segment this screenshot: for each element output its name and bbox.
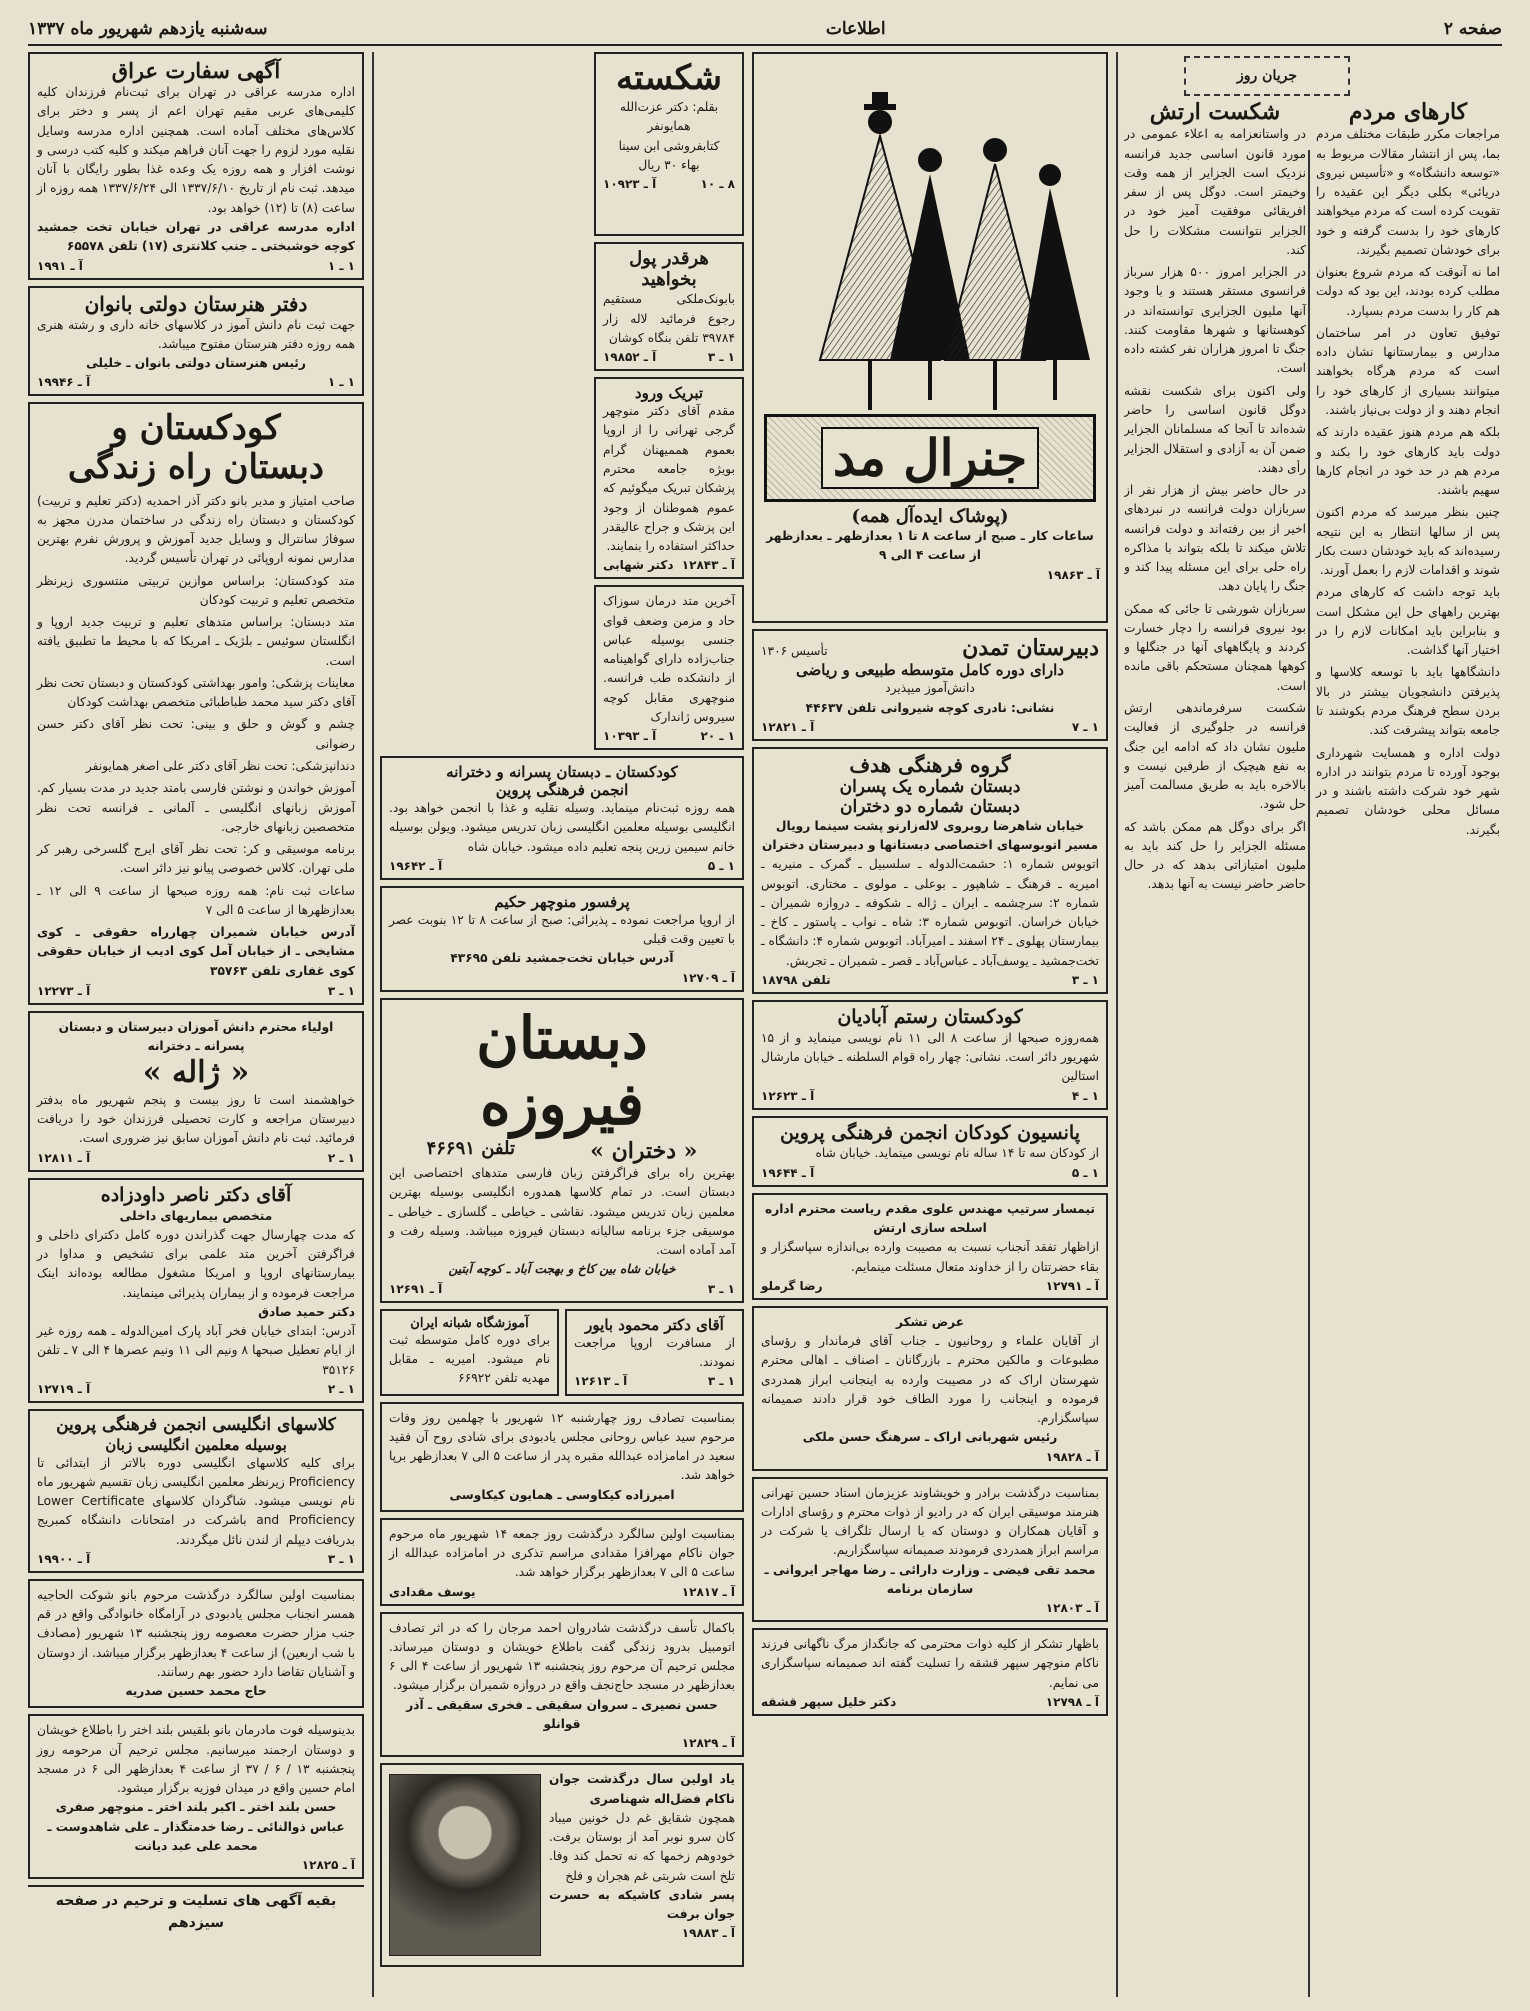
notice-body: بمناسبت تصادف روز چهارشنبه ۱۲ شهریور با چهلمین روز وفات مرحوم سید عباس روحانی مجلس یادبودی برای شادی روح آن فقید سعید در امامزاده عبدالله مقبره پدر از ساعت ۵ الی ۷ بعدازظهر برپا خواهد شد. — [389, 1410, 735, 1483]
firouzeh-title: دبستان فیروزه — [476, 1003, 648, 1139]
art-school-body: جهت ثبت نام دانش آموز در کلاسهای خانه داری و رشته هنری همه روزه دفتر هنرستان مفتوح میباشد. — [37, 317, 355, 351]
founded-year: تأسیس ۱۳۰۶ — [761, 644, 828, 658]
hadaf-ad — [752, 747, 1108, 994]
ad-reference: آ ـ ۱۲۷۰۹ — [681, 970, 735, 985]
firouzeh-ad — [380, 998, 744, 1303]
notice-signature: یوسف مقدادی — [389, 1584, 476, 1599]
art-school-signature: رئیس هنرستان دولتی بانوان ـ خلیلی — [86, 356, 306, 371]
ad-reference: آ ـ ۱۲۶۱۳ — [574, 1374, 628, 1389]
store-hours: ساعات کار ـ صبح از ساعت ۸ تا ۱ بعدازظهر ـ بعدازظهر از ساعت ۴ الی ۹ — [766, 529, 1094, 563]
hadaf-routes: اتوبوس شماره ۱: حشمت‌الدوله ـ سلسبیل ـ گمرک ـ منیریه ـ امیریه ـ فرهنگ ـ شاهپور ـ بوعلی ـ مولوی ـ مختاری. اتوبوس شماره ۲: سرچشمه ـ ایران ـ ژاله ـ شکوفه ـ دروازه شمیران ـ خیابان خراسان. اتوبوس شماره ۳: شاه ـ نواب ـ پاستور ـ کاخ ـ بیمارستان پهلوی ـ ۲۴ اسفند ـ امیرآباد. اتوبوس شماره ۴: دانشگاه ـ تخت‌جمشید ـ یوسف‌آباد ـ عباس‌آباد ـ قصر ـ شمیران ـ تجریش. — [761, 857, 1099, 968]
tamaddon-body2: دانش‌آموز میپذیرد — [885, 681, 975, 696]
thanks-body: بمناسبت درگذشت برادر و خویشاوند عزیزمان استاد حسین تهرانی هنرمند موسیقی ایران که در رادیو از ذوات محترم و رؤسای ادارات و آقایان همکاران و دوستان که با ارسال تلگراف یا شرکت در مراسم ابراز همدردی فرمودند صمیمانه سپاسگزاریم. — [761, 1485, 1099, 1558]
paragraph: در حال حاضر بیش از هزار نفر از سربازان دولت فرانسه در نبردهای اخیر از بین رفته‌اند و دولت فرانسه تلاش میکند تا بلکه بتواند با مذاکره راه حلی برای این مسئله پیدا کند و جنگ را پایان دهد. — [1124, 483, 1306, 594]
figure-4 — [1020, 164, 1090, 360]
rah-zendegi-ad — [28, 402, 364, 1005]
hakim-body: از اروپا مراجعت نموده ـ پذیرائی: صبح از ساعت ۸ تا ۱۲ بنوبت عصر با تعیین وقت قبلی — [389, 912, 736, 947]
ad-reference: آ ـ ۱۹۸۲۸ — [1045, 1449, 1099, 1464]
issue-date: سه‌شنبه یازدهم شهریور ماه ۱۳۳۷ — [28, 19, 268, 39]
thanks-title: تیمسار سرتیپ مهندس علوی مقدم ریاست محترم اداره اسلحه سازی ارتش — [765, 1201, 1095, 1235]
english-title: کلاسهای انگلیسی انجمن فرهنگی پروین — [56, 1414, 336, 1435]
bank-ad — [594, 242, 744, 371]
paragraph: اما نه آنوقت که مردم شروع بعنوان مطلب کرده بودند، این بود که دولت هم کار را بدست مردم بسپارد. — [1316, 265, 1500, 318]
page-header — [28, 14, 1502, 46]
ad-reference: آ ـ ۱۹۹۰۰ — [37, 1551, 91, 1566]
notice-signature: حاج محمد حسین صدریه — [125, 1684, 267, 1699]
ad-reference: آ ـ ۱۹۶۴۲ — [389, 858, 443, 873]
ad-reference: آ ـ ۱۲۸۰۳ — [1045, 1601, 1099, 1616]
doctor-signature: دکتر حمید صادق — [258, 1304, 355, 1319]
newspaper-name: اطلاعات — [825, 19, 886, 39]
ad-reference: آ ـ ۱۲۸۴۳ — [681, 558, 735, 573]
notice-body: بمناسبت اولین سالگرد درگذشت روز جمعه ۱۴ شهریور ماه مرحوم جوان ناکام مهرافزا مقدادی مراسم تذکری در امامزاده عبدالله از ساعت ۵ الی ۷ بعدازظهر برگزار خواهد شد. — [389, 1526, 735, 1580]
rah-section: ساعات ثبت نام: همه روزه صبحها از ساعت ۹ الی ۱۲ ـ بعدازظهرها از ساعت ۵ الی ۷ — [37, 883, 355, 917]
ad-reference: آ ـ ۱۲۸۲۵ — [301, 1858, 355, 1873]
night-school-body: برای دوره کامل متوسطه ثبت نام میشود. امیریه ـ مقابل مهدیه تلفن ۶۶۹۲۲ — [389, 1332, 550, 1386]
remedy-ad — [594, 585, 744, 750]
remedy-body: آخرین متد درمان سوزاک حاد و مزمن وضعف قوای جنسی بوسیله عباس جناب‌زاده دارای گواهینامه از دانشکده طب فرانسه. منوچهری مقابل کوچه سیروس ژاندارک — [603, 594, 735, 724]
anniversary-notice — [380, 1763, 744, 1967]
davoudzadeh-ad — [28, 1178, 364, 1403]
tamaddon-title: دبیرستان تمدن — [962, 635, 1099, 661]
doctor-address: آدرس: ابتدای خیابان فخر آباد پارک امین‌الدوله ـ همه روزه غیر از ایام تعطیل صبحها ۸ ونیم الی ۱۱ ونیم عصرها ۴ الی ۷ ـ تلفن ۳۵۱۲۶ — [37, 1324, 355, 1377]
bayour-ad — [565, 1309, 744, 1396]
tamaddon-address: نشانی: نادری کوچه شیروانی تلفن ۴۴۶۳۷ — [805, 700, 1055, 715]
ad-reference: ۱ ـ ۳ — [327, 1551, 355, 1566]
tamaddon-body: دارای دوره کامل متوسطه طبیعی و ریاضی — [796, 661, 1064, 680]
hakim-address: آدرس خیابان تخت‌جمشید تلفن ۴۳۶۹۵ — [450, 951, 674, 966]
hakim-title: پرفسور منوچهر حکیم — [494, 892, 630, 911]
pension-body: از کودکان سه تا ۱۴ ساله نام نویسی مینماید. خیابان شاه — [815, 1146, 1099, 1161]
thanks-body: ازاظهار تفقد آنجناب نسبت به مصیبت وارده بی‌اندازه سپاسگزار و بقاء حضرتتان را از خداوند متعال مسئلت مینمایم. — [761, 1240, 1099, 1274]
hadaf-line2: دبستان شماره دو دختران — [840, 796, 1020, 817]
left-notice-1 — [28, 1579, 364, 1709]
ad-reference: آ ـ ۱۹۸۶۳ — [1046, 567, 1100, 582]
rah-section: آموزش خواندن و نوشتن فارسی بامتد جدید در مدت بسیار کم. آموزش زبانهای انگلیسی ـ آلمانی ـ فرانسه تحت نظر متخصصین زبانهای خارجی. — [37, 781, 355, 834]
people-work-title: کارهای مردم — [1348, 99, 1468, 125]
anniversary-poem: همچون شقایق غم دل خونین میباد کان سرو نوبر آمد از بوستان برفت. خودوهم زخمها که نه تحمل کند وفا. تلخ است شربتی غم هجران و فلخ — [549, 1810, 735, 1883]
paragraph: ولی اکنون برای شکست نقشه دوگل قانون اساسی را حاضر شده‌اند تا آنجا که مسلمانان الجزایر ضمن آن به آزادی و استقلال الجزایر رأی دهند. — [1124, 383, 1306, 475]
continuation-note: بقیه آگهی های تسلیت و ترحیم در صفحه سیزدهم — [28, 1885, 364, 1934]
rah-section: برنامه موسیقی و کر: تحت نظر آقای ایرج گلسرخی رهبر کر ملی تهران. کلاس خصوصی پیانو نیز دائر است. — [37, 842, 355, 876]
hadaf-line1: دبستان شماره یک پسران — [839, 776, 1021, 797]
ad-reference: آ ـ ۱۹۶۴۴ — [761, 1165, 815, 1180]
paragraph: در واستانعزامه به اعلاء عمومی در مورد قانون اساسی جدید فرانسه نزدیک است الجزایر از همه وقت وخیمتر است. دوگل پس از سفر افریقائی موفقیت آمیز خود در الجزایر نتوانست مشکلات را حل کند. — [1124, 127, 1306, 257]
people-work-column — [1316, 100, 1500, 1980]
rah-intro: صاحب امتیاز و مدیر بانو دکتر آذر احمدیه (دکتر تعلیم و تربیت) کودکستان و دبستان راه زندگی در ساختمان مدرن مجهز به سوفاژ سانترال و وسایل جدید آموزش و پرورش نفرم بهترین مدارس نمونه اروپائی در تهران تأسیس گردید. — [37, 493, 355, 566]
zhaleh-title: « ژاله » — [142, 1055, 250, 1091]
fashion-figures-illustration — [760, 60, 1100, 440]
ad-reference: ۱ ـ ۴ — [1071, 1088, 1099, 1103]
hadaf-address: خیابان شاهرضا روبروی لاله‌زارنو پشت سینما رویال — [775, 818, 1085, 833]
zhaleh-intro: اولیاء محترم دانش آموزان دبیرستان و دبستان پسرانه ـ دخترانه — [58, 1019, 334, 1054]
ad-reference: ۱ ـ ۳ — [707, 1374, 735, 1389]
ad-reference: آ ـ ۱۲۸۱۱ — [37, 1150, 91, 1165]
paragraph: سربازان شورشی تا جائی که ممکن بود نیروی فرانسه را دچار خسارت کردند و پایگاههای آنها در جنگلها و کوهها همچنان مستحکم باقی مانده است. — [1124, 601, 1306, 693]
center-left-column — [380, 52, 744, 1997]
rah-title-1: کودکستان و — [111, 408, 281, 449]
firouzeh-phone: تلفن ۴۶۶۹۱ — [426, 1138, 515, 1160]
ad-reference: آ ـ ۱۹۹۱ — [37, 258, 83, 273]
ad-reference: آ ـ ۱۲۶۲۳ — [761, 1088, 815, 1103]
ad-reference: آ ـ ۱۰۹۲۳ — [603, 177, 657, 192]
paragraph: شکست سرفرماندهی ارتش فرانسه در جلوگیری از فعالیت ملیون نشان داد که ادامه این جنگ به نفع هیچیک از طرفین نیست و بالاخره باید به طریق مسالمت آمیز حل شود. — [1124, 701, 1306, 812]
mid-notice-1 — [380, 1402, 744, 1512]
doctor-specialty: متخصص بیماریهای داخلی — [119, 1208, 273, 1223]
page-number: صفحه ۲ — [1443, 19, 1502, 39]
rah-title-2: دبستان راه زندگی — [67, 447, 325, 488]
thanks-musician — [752, 1477, 1108, 1623]
night-school-ad — [380, 1309, 559, 1396]
zhaleh-ad — [28, 1011, 364, 1172]
ad-reference: آ ـ ۱۹۸۵۲ — [603, 350, 657, 365]
rostam-title: کودکستان رستم آبادیان — [837, 1005, 1023, 1028]
book-author: بقلم: دکتر عزت‌الله همایونفر — [619, 100, 719, 134]
brand-name: جنرال مد — [821, 427, 1039, 489]
ad-reference: ۱ ـ ۷ — [1071, 719, 1099, 734]
ad-reference: ۱ ـ ۱ — [327, 258, 355, 273]
ad-reference: آ ـ ۱۲۸۲۱ — [761, 719, 815, 734]
rostam-abadian-ad — [752, 1000, 1108, 1110]
portrait-photo — [389, 1774, 541, 1956]
notice-body: بدینوسیله فوت مادرمان بانو بلقیس بلند اختر را باطلاع خویشان و دوستان ارجمند میرسانیم. مجلس ترحیم آن مرحومه روز پنجشنبه ۱۳ / ۶ / ۳۷ از ساعت ۴ بعدازظهر الی ۶ در مسجد امام حسین واقع در میدان فوزیه برگزار میشود. — [37, 1723, 355, 1796]
bank-body: بابونک‌ملکی مستقیم رجوع فرمائید لاله زار ۳۹۷۸۴ تلفن بنگاه کوشان — [603, 292, 735, 345]
pension-title: پانسیون کودکان انجمن فرهنگی پروین — [779, 1121, 1080, 1144]
left-notice-2 — [28, 1714, 364, 1879]
firouzeh-subtitle: « دختران » — [590, 1138, 698, 1165]
ad-reference: آ ـ ۱۲۸۱۷ — [681, 1584, 735, 1599]
welcome-body: مقدم آقای دکتر منوچهر گرجی تهرانی را از اروپا بعموم هممیهنان گرام بویژه جامعه محترم پزشکان تبریک میگوئیم که عموم هموطنان از وجود این پزشک و جراح عالیقدر حداکثر استفاده را بنمایند. — [603, 404, 735, 554]
rah-address: آدرس خیابان شمیران چهارراه حقوقی ـ کوی مشایخی ـ از خیابان آمل کوی ادیب از خیابان حقوقی کوی غفاری تلفن ۳۵۷۶۳ — [37, 925, 355, 978]
hadaf-phone: تلفن ۱۸۷۹۸ — [761, 972, 831, 987]
thanks-body: باظهار تشکر از کلیه ذوات محترمی که جانگداز مرگ ناگهانی فرزند ناکام منوچهر سپهر قشقه را تسلیت گفته اند صمیمانه سپاسگزاری می نمایم. — [761, 1637, 1099, 1690]
thanks-arak — [752, 1306, 1108, 1471]
welcome-signature: دکتر شهابی — [603, 558, 674, 573]
ad-reference: ۱ ـ ۲ — [327, 1150, 355, 1165]
parvin-body: همه روزه ثبت‌نام مینماید. وسیله نقلیه و غذا با انجمن خواهد بود. انگلیسی بوسیله معلمین انگلیسی زبان تدریس میشود. ویولن بوسیله خانم سیمین زرین پنجه تعلیم داده میشود. خیابان شاه — [389, 801, 735, 854]
ad-reference: آ ـ ۱۲۷۹۸ — [1045, 1695, 1099, 1710]
book-title: شکسته — [615, 58, 723, 98]
art-school-ad — [28, 286, 364, 397]
right-columns — [1124, 52, 1500, 1997]
rah-section: متد کودکستان: براساس موازین تربیتی منتسوری زیرنظر متخصص تعلیم و تربیت کودکان — [37, 573, 355, 607]
bayour-title: آقای دکتر محمود بایور — [585, 1315, 724, 1334]
night-school-title: آموزشگاه شبانه ایران — [410, 1315, 529, 1331]
rah-section: متد دبستان: براساس متدهای تعلیم و تربیت جدید اروپا و انگلستان سوئیس ـ بلژیک ـ امریکا که با محیط ما تطبیق یافته است. — [37, 615, 355, 668]
paragraph: دولت اداره و همسایت شهرداری بوجود آورده تا مردم بتوانند در اداره شهر خود شرکت داشته باشند و در مسائل محلی خودشان تصمیم بگیرند. — [1316, 745, 1500, 837]
welcome-title: تبریک ورود — [634, 384, 704, 403]
bayour-body: از مسافرت اروپا مراجعت نمودند. — [574, 1335, 735, 1369]
hadaf-title: گروه فرهنگی هدف — [849, 752, 1011, 777]
paragraph: دانشگاهها باید با توسعه کلاسها و پذیرفتن دانشجویان بیشتر در بالا بردن سطح فرهنگ مردم بکوشند تا جامعه بتواند پیشرفت کند. — [1316, 665, 1500, 738]
ad-reference: آ ـ ۱۲۶۹۱ — [389, 1281, 443, 1296]
banner-text: جریان روز — [1237, 68, 1297, 84]
ad-reference: آ ـ ۱۲۷۹۱ — [1045, 1278, 1099, 1293]
column-rule — [1116, 52, 1118, 1997]
column-banner — [1184, 56, 1350, 96]
mid-notice-2 — [380, 1518, 744, 1606]
ad-reference: ۱ ـ ۱ — [327, 375, 355, 390]
paragraph: باید توجه داشت که کارهای مردم بهترین راههای حل این مشکل است و بنابراین باید امکانات لازم را در اختیار آنها گذاشت. — [1316, 585, 1500, 658]
embassy-address: اداره مدرسه عراقی در تهران خیابان تخت جمشید کوچه خوشبختی ـ جنب کلانتری (۱۷) تلفن ۶۵۵۷۸ — [37, 220, 355, 254]
ad-reference: آ ـ ۱۲۲۷۳ — [37, 983, 91, 998]
notice-signature: عباس ذوالنائی ـ رضا خدمتگذار ـ علی شاهدوست ـ محمد علی عبد دیانت — [47, 1819, 345, 1854]
thanks-signature: رئیس شهربانی اراک ـ سرهنگ حسن ملکی — [802, 1430, 1058, 1445]
paragraph: چنین بنظر میرسد که مردم اکنون پس از سالها انتظار به این نتیجه رسیده‌اند که باید خودشان دست بکار شوند و اقدامات لازم را بعمل آورند. — [1316, 505, 1500, 578]
ad-reference: آ ـ ۱۹۸۸۳ — [681, 1926, 735, 1941]
english-subtitle: بوسیله معلمین انگلیسی زبان — [105, 1435, 287, 1454]
thanks-title: عرض تشکر — [895, 1314, 965, 1329]
bank-title: هرقدر پول بخواهید — [629, 248, 709, 290]
anniversary-title: یاد اولین سال درگذشت جوان ناکام فضل‌اله شهناصری — [549, 1772, 735, 1806]
rah-section: دندانپزشکی: تحت نظر آقای دکتر علی اصغر همایونفر — [85, 758, 355, 773]
ad-reference: ۱ ـ ۳ — [707, 1281, 735, 1296]
parvin-pension-ad — [752, 1116, 1108, 1187]
ad-reference: ۱ ـ ۲ — [327, 1381, 355, 1396]
ad-reference: ۱ ـ ۲۰ — [700, 729, 735, 744]
center-right-column — [752, 52, 1108, 1997]
zhaleh-body: خواهشمند است تا روز بیست و پنجم شهریور ماه بدفتر دبیرستان مراجعه و کارت تحصیلی فرزندان خود را دریافت فرمائید. ثبت نام دانش آموزان سابق نیز ضروری است. — [37, 1092, 355, 1146]
tamaddon-ad — [752, 629, 1108, 741]
thanks-body: از آقایان علماء و روحانیون ـ جناب آقای فرماندار و رؤسای مطبوعات و مالکین محترم ـ بازرگانان ـ اصناف ـ اهالی محترم شهرستان اراک که در مصیبت وارده به اینجانب ابراز همدردی فرموده و اینجانب را مورد الطاف خود قرار دادند صمیمانه سپاسگزارم. — [761, 1334, 1099, 1426]
book-publisher: کتابفروشی ابن سینا — [618, 138, 720, 153]
paragraph: مراجعات مکرر طبقات مختلف مردم بما، پس از انتشار مقالات مربوط به «توسعه دانشگاه» و «تأسیس نیروی دریائی» بکلی دیگر این عقیده را تقویت کرده است که مردم میخواهند کارهای خود را بدست گرفته و خود برای خودشان تصمیم بگیرند. — [1316, 127, 1500, 257]
notice-body: باکمال تأسف درگذشت شادروان احمد مرجان را که در اثر تصادف اتومبیل بدرود زندگی گفت باطلاع خویشان و دوستان میرساند. مجلس ترحیم آن مرحوم روز پنجشنبه ۱۳ شهریور از ساعت ۴ الی ۶ بعدازظهر در مسجد حاج‌نجف واقع در دروازه شمیران برگزار میشود. — [389, 1620, 736, 1693]
thanks-sepehr — [752, 1628, 1108, 1716]
thanks-signature: محمد تقی فیضی ـ وزارت دارائی ـ رضا مهاجر ایروانی ـ سازمان برنامه — [764, 1562, 1096, 1596]
column-title: شکست ارتش — [1149, 99, 1281, 125]
army-column — [1124, 100, 1306, 1980]
doctor-body: که مدت چهارسال جهت گذراندن دوره کامل دکترای داخلی و فراگرفتن آخرین متد علمی برای تشخیص و مداوا در بیمارستانهای اروپا و امریکا مشغول مطالعه بوده‌اند اینک مراجعت فرموده و از بیماران پذیرائی مینمایند. — [37, 1227, 355, 1300]
ad-reference: ۱ ـ ۳ — [327, 983, 355, 998]
book-price: بهاء ۳۰ ریال — [638, 157, 700, 172]
ad-reference: ۸ ـ ۱۰ — [700, 177, 735, 192]
notice-body: بمناسبت اولین سالگرد درگذشت مرحوم بانو شوکت الحاجیه همسر انجناب مجلس یادبودی در آرامگاه خانوادگی واقع در قم جنب مزار حضرت معصومه روز پنجشنبه ۱۳ شهریور (مصادف با شب اربعین) از ساعت ۴ بعدازظهر برگزار میباشد. از دوستان و آشنایان تقاضا دارد حضور بهم رسانند. — [37, 1587, 355, 1679]
english-classes-ad — [28, 1409, 364, 1573]
rah-section: معاینات پزشکی: وامور بهداشتی کودکستان و دبستان تحت نظر آقای دکتر سید محمد طباطبائی متخصص بهداشت کودکان — [37, 675, 355, 710]
ad-reference: ۱ ـ ۳ — [707, 350, 735, 365]
english-body: برای کلیه کلاسهای انگلیسی دوره بالاتر از ابتدائی تا Proficiency زیرنظر معلمین انگلیسی زبان تقسیم شهریور ماه نام نویسی میشود. شاگردان کلاسهای Lower Certificate and Proficiency باشرکت در امتحانات دانشگاه کمبریج بدریافت دیپلم از لندن نائل میگردند. — [37, 1455, 355, 1547]
ad-reference: آ ـ ۱۲۸۲۹ — [681, 1736, 735, 1751]
parvin-subtitle: انجمن فرهنگی پروین — [495, 781, 629, 800]
parvin-school-ad — [380, 756, 744, 880]
rah-section: چشم و گوش و حلق و بینی: تحت نظر آقای دکتر حسن رضوانی — [37, 717, 355, 751]
rostam-body: همه‌روزه صبحها از ساعت ۸ الی ۱۱ نام نویسی مینماید و از ۱۵ شهریور دائر است. نشانی: چهار راه قوام السلطنه ـ خیابان مارشال استالین — [760, 1030, 1099, 1084]
parvin-title: کودکستان ـ دبستان پسرانه و دخترانه — [446, 763, 678, 782]
ad-reference: ۱ ـ ۵ — [1071, 1165, 1099, 1180]
general-mode-ad — [752, 52, 1108, 623]
thanks-ordnance — [752, 1193, 1108, 1300]
embassy-body: اداره مدرسه عراقی در تهران برای ثبت‌نام فرزندان کلیه کلیمی‌های عربی مقیم تهران اعم از پسر و دختر برای کلاس‌های مختلف آماده است. همچنین اداره مدرسه وسایل نقلیه مورد لزوم را جهت آنان فراهم میکند و کلیه کتب درسی و نوشت افزار و همه روزه یک وعده غذا بطور رایگان با آنان میدهد. ثبت نام از تاریخ ۱۳۳۷/۶/۱۰ الی ۱۳۳۷/۶/۲۴ همه روزه از ساعت (۸) تا (۱۲) خواهد بود. — [37, 85, 355, 215]
column-rule — [372, 52, 374, 1997]
firouzeh-address: خیابان شاه بین کاخ و بهجت آباد ـ کوچه آبتین — [448, 1262, 676, 1277]
paragraph: بلکه هم مردم هنوز عقیده دارند که دولت باید کارهای خود را بکند و مردم هم در حد خود در انجام کارها سهیم باشند. — [1316, 425, 1500, 498]
notice-signature: امیرزاده کیکاوسی ـ همایون کیکاوسی — [449, 1487, 675, 1502]
ad-reference: آ ـ ۱۰۳۹۳ — [603, 729, 657, 744]
notice-signature: حسن نصیری ـ سروان سقیقی ـ فخری سقیقی ـ آذر قوانلو — [406, 1697, 718, 1731]
firouzeh-body: بهترین راه برای فراگرفتن زبان فارسی متدهای اختصاصی این دبستان است. در تمام کلاسها همدوره انگلیسی بوسیله بهترین معلمین زبان تدریس میشود. نقاشی ـ خیاطی ـ گلسازی ـ خیاطی ـ موسیقی جزء برنامه سالیانه دبستان فیروزه میباشد. وسیله رفت و آمد آماده است. — [389, 1166, 735, 1258]
left-column — [28, 52, 364, 1997]
ad-reference: آ ـ ۱۹۹۴۶ — [37, 375, 91, 390]
hakim-ad — [380, 886, 744, 992]
paragraph: در الجزایر امروز ۵۰۰ هزار سرباز فرانسوی مستقر هستند و با وجود آنها ملیون الجزایری توانسته‌اند در کوهستانها و شهرها مقاومت کنند. جنگ تا امروز هزاران نفر کشته داده است. — [1124, 265, 1306, 376]
anniversary-signature: پسر شادی کاشیکه به حسرت جوان برفت — [549, 1887, 735, 1922]
ad-reference: ۱ ـ ۳ — [1071, 972, 1099, 987]
paragraph: توفیق تعاون در امر ساختمان مدارس و بیمارستانها نشان داده است که مردم هرگاه بخواهند میتوانند بسیاری از کارهای خود را انجام دهند و از دولت بی‌نیاز باشند. — [1316, 325, 1500, 418]
ad-reference: آ ـ ۱۲۷۱۹ — [37, 1381, 91, 1396]
iraq-embassy-ad — [28, 52, 364, 280]
embassy-title: آگهی سفارت عراق — [111, 58, 281, 83]
shekasteh-ad — [594, 52, 744, 236]
mid-notice-3 — [380, 1612, 744, 1758]
hadaf-bus: مسیر اتوبوسهای اختصاصی دبستانها و دبیرستان دختران — [761, 838, 1099, 853]
thanks-signature: دکتر خلیل سپهر قشقه — [761, 1695, 897, 1710]
brand-tagline: (پوشاک ایده‌آل همه) — [851, 506, 1009, 527]
paragraph: اگر برای دوگل هم ممکن باشد که مسئله الجزایر را حل کند باید به ملیون امتیازاتی بدهد که در حال حاضر حاضر نیست به آنها بدهد. — [1124, 819, 1306, 892]
doctor-title: آقای دکتر ناصر داودزاده — [100, 1183, 292, 1206]
notice-signature: حسن بلند اختر ـ اکبر بلند اختر ـ منوچهر صفری — [55, 1800, 337, 1815]
welcome-ad — [594, 377, 744, 579]
art-school-title: دفتر هنرستان دولتی بانوان — [84, 291, 308, 316]
thanks-signature: رضا گرملو — [761, 1278, 823, 1293]
ad-reference: ۱ ـ ۵ — [707, 858, 735, 873]
